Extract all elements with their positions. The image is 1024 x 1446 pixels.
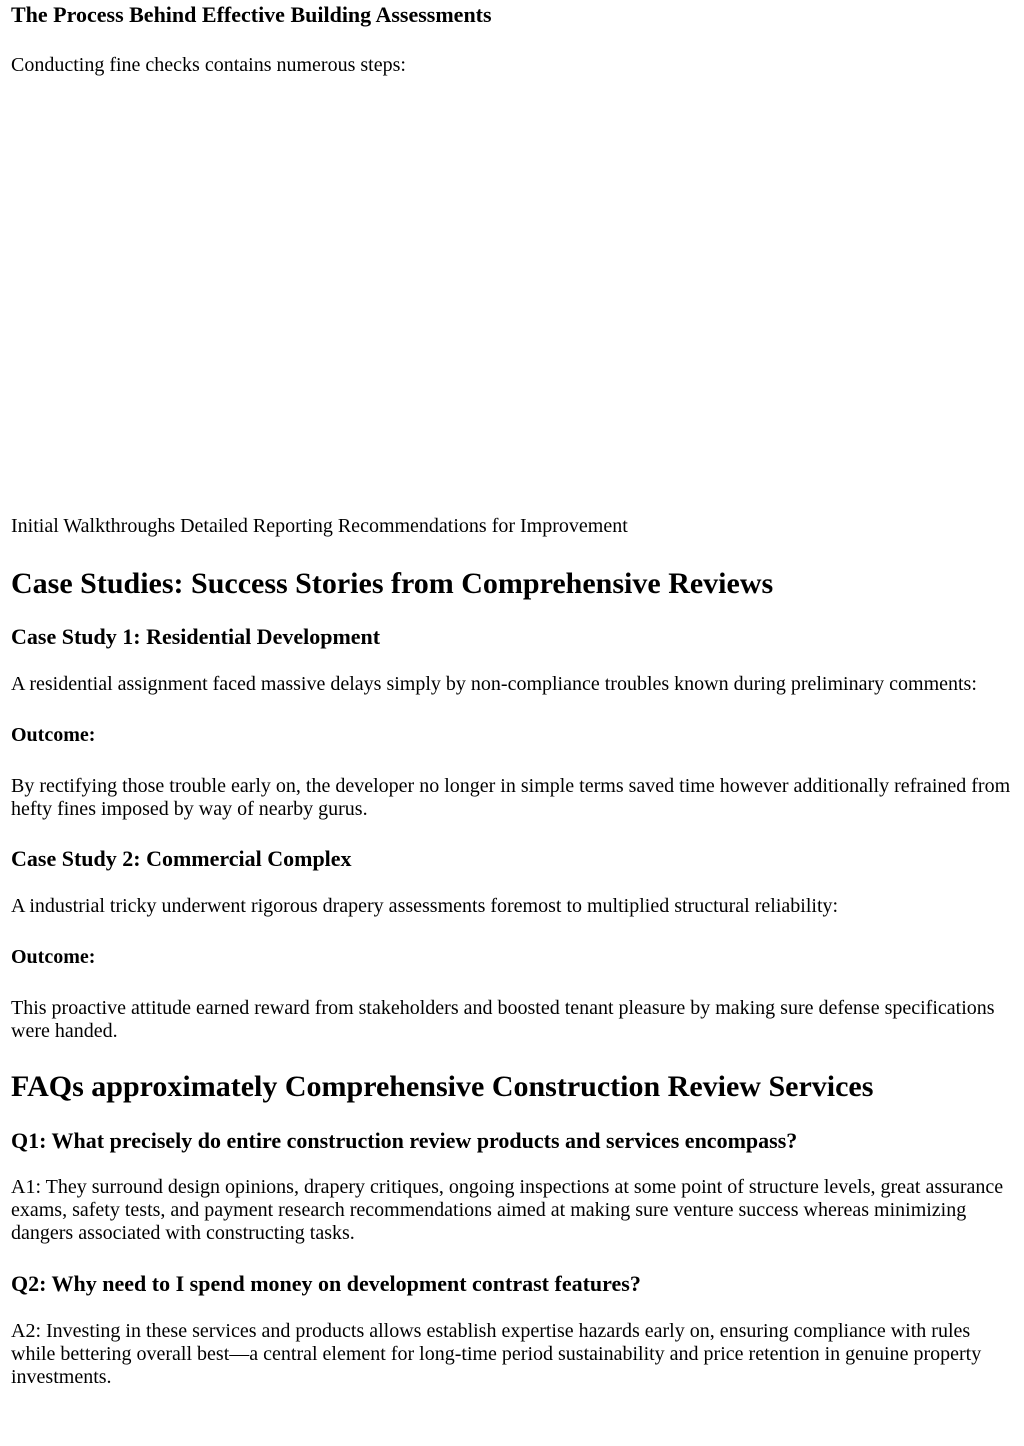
process-intro: Conducting fine checks contains numerous steps: xyxy=(11,54,406,76)
case-studies-heading: Case Studies: Success Stories from Comprehensive Reviews xyxy=(11,567,774,600)
case-study-2-outcome-text: This proactive attitude earned reward from stakeholders and boosted tenant pleasure by making sure defense specifications were handed. xyxy=(11,997,995,1042)
process-steps-line: Initial Walkthroughs Detailed Reporting Recommendations for Improvement xyxy=(11,515,628,537)
case-study-1-title: Case Study 1: Residential Development xyxy=(11,624,381,649)
case-study-2-outcome-label: Outcome: xyxy=(11,946,96,968)
section-title-process: The Process Behind Effective Building Assessments xyxy=(11,2,492,27)
faq-question-1: Q1: What precisely do entire construction review products and services encompass? xyxy=(11,1128,798,1153)
faq-answer-1: A1: They surround design opinions, drapery critiques, ongoing inspections at some point of structure levels, great assurance exams, safety tests, and payment research recommendations aimed at making sure venture success whereas minimizing dangers associated with constructing tasks. xyxy=(11,1176,1004,1244)
image-placeholder xyxy=(11,77,1013,507)
case-study-1-outcome-label: Outcome: xyxy=(11,724,96,746)
faq-answer-2: A2: Investing in these services and products allows establish expertise hazards early on, ensuring compliance with rules while bettering overall best—a central element for long-time period sustainability and price retention in genuine property investments. xyxy=(11,1320,982,1388)
faq-question-2: Q2: Why need to I spend money on development contrast features? xyxy=(11,1271,641,1296)
case-study-1-outcome-text: By rectifying those trouble early on, the developer no longer in simple terms saved time however additionally refrained from hefty fines imposed by way of nearby gurus. xyxy=(11,775,1011,820)
case-study-2-text: A industrial tricky underwent rigorous drapery assessments foremost to multiplied structural reliability: xyxy=(11,895,839,917)
case-study-2-title: Case Study 2: Commercial Complex xyxy=(11,846,352,871)
case-study-1-text: A residential assignment faced massive delays simply by non-compliance troubles known during preliminary comments: xyxy=(11,673,977,695)
faqs-heading: FAQs approximately Comprehensive Construction Review Services xyxy=(11,1070,874,1103)
